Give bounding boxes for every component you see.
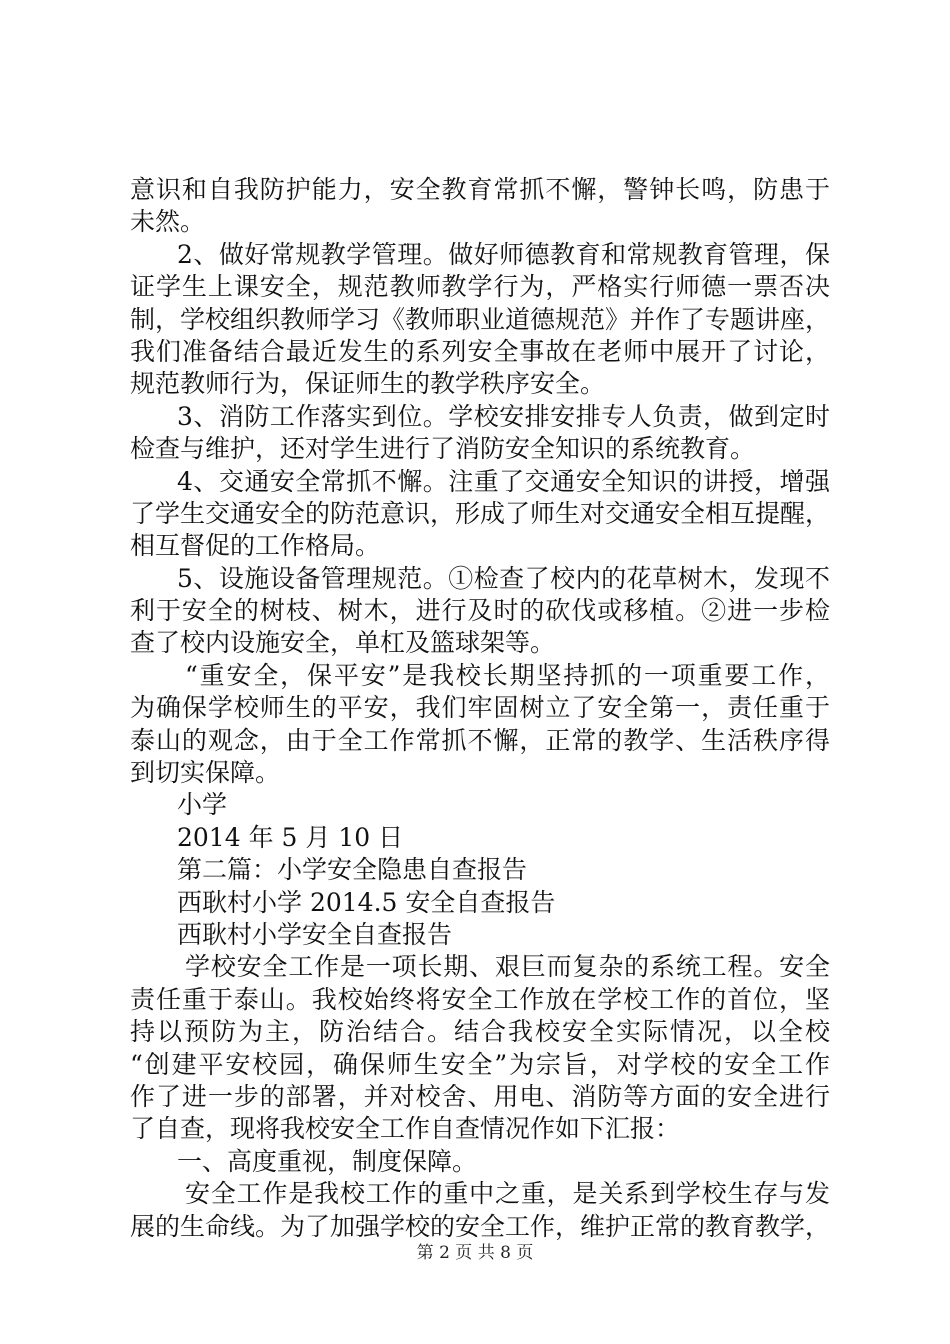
text-line: 证学生上课安全，规范教师教学行为，严格实行师德一票否决: [130, 272, 830, 302]
text-line: 2014 年 5 月 10 日: [177, 822, 404, 852]
text-line: 泰山的观念，由于全工作常抓不懈，正常的教学、生活秩序得: [130, 725, 830, 755]
text-line: 小学: [177, 790, 228, 820]
text-line: “创建平安校园，确保师生安全”为宗旨，对学校的安全工作: [130, 1049, 830, 1079]
document-body: [130, 174, 830, 1243]
text-line: 学校安全工作是一项长期、艰巨而复杂的系统工程。安全: [185, 952, 830, 982]
text-line: 3、消防工作落实到位。学校安排安排专人负责，做到定时: [177, 401, 830, 431]
text-line: 我们准备结合最近发生的系列安全事故在老师中展开了讨论，: [130, 336, 830, 366]
text-line: “重安全，保平安”是我校长期坚持抓的一项重要工作，: [185, 660, 830, 690]
text-line: 一、高度重视，制度保障。: [177, 1146, 478, 1176]
text-line: 规范教师行为，保证师生的教学秩序安全。: [130, 369, 606, 399]
text-line: 到切实保障。: [130, 758, 281, 788]
text-line: 了学生交通安全的防范意识，形成了师生对交通安全相互提醒，: [130, 498, 831, 528]
text-line: 制，学校组织教师学习《教师职业道德规范》并作了专题讲座，: [130, 304, 831, 334]
text-line: 检查与维护，还对学生进行了消防安全知识的系统教育。: [130, 434, 756, 464]
text-line: 安全工作是我校工作的重中之重，是关系到学校生存与发: [185, 1179, 830, 1209]
text-line: 查了校内设施安全，单杠及篮球架等。: [130, 628, 556, 658]
text-line: 了自查，现将我校安全工作自查情况作如下汇报：: [130, 1114, 681, 1144]
page-footer: 第 2 页 共 8 页: [416, 1243, 534, 1263]
text-line: 西耿村小学安全自查报告: [177, 919, 453, 949]
text-line: 展的生命线。为了加强学校的安全工作，维护正常的教育教学，: [130, 1211, 831, 1241]
text-line: 作了进一步的部署，并对校舍、用电、消防等方面的安全进行: [130, 1081, 830, 1111]
text-line: 相互督促的工作格局。: [130, 531, 381, 561]
text-line: 未然。: [130, 207, 206, 237]
text-line: 意识和自我防护能力，安全教育常抓不懈，警钟长鸣，防患于: [130, 175, 830, 204]
text-line: 第二篇：小学安全隐患自查报告: [177, 855, 528, 885]
text-line: 西耿村小学 2014.5 安全自查报告: [177, 887, 556, 917]
text-line: 5、设施设备管理规范。①检查了校内的花草树木，发现不: [177, 563, 830, 593]
text-line: 4、交通安全常抓不懈。注重了交通安全知识的讲授，增强: [177, 466, 830, 496]
text-line: 持以预防为主，防治结合。结合我校安全实际情况，以全校: [130, 1017, 830, 1047]
text-line: 利于安全的树枝、树木，进行及时的砍伐或移植。②进一步检: [130, 596, 830, 626]
text-line: 为确保学校师生的平安，我们牢固树立了安全第一，责任重于: [130, 693, 830, 723]
text-line: 责任重于泰山。我校始终将安全工作放在学校工作的首位，坚: [130, 984, 830, 1014]
text-line: 2、做好常规教学管理。做好师德教育和常规教育管理，保: [177, 239, 830, 269]
